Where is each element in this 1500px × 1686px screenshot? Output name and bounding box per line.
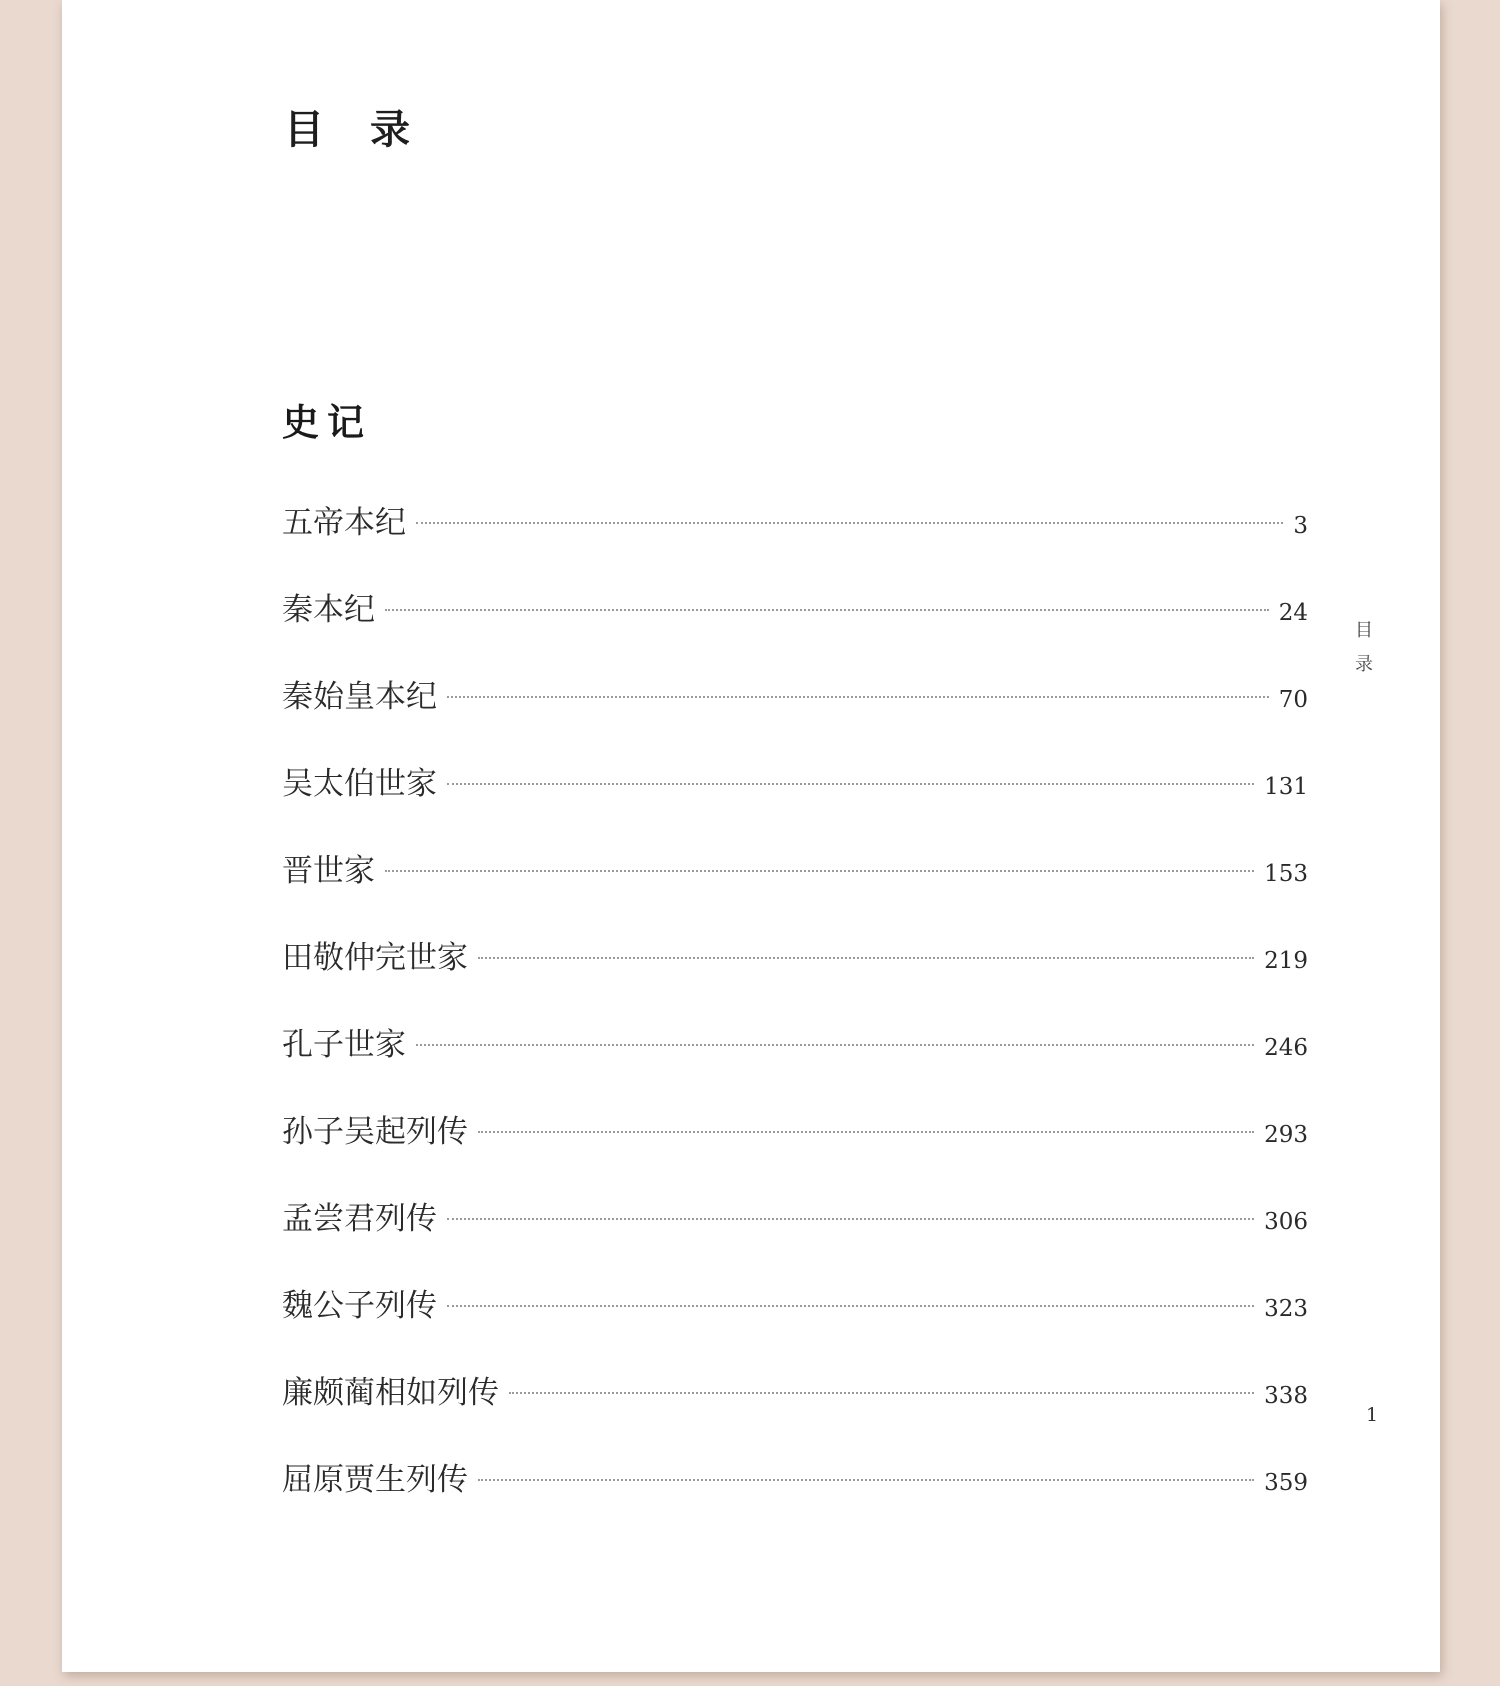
toc-entry-page: 219 <box>1264 948 1308 974</box>
toc-entry-title: 屈原贾生列传 <box>282 1462 468 1498</box>
toc-entry-title: 魏公子列传 <box>282 1288 437 1324</box>
dot-leader <box>385 870 1254 872</box>
toc-entry-page: 359 <box>1264 1470 1308 1496</box>
toc-entry-title: 吴太伯世家 <box>282 766 437 802</box>
toc-entry[interactable] <box>282 592 1308 682</box>
toc-entry-page: 306 <box>1264 1209 1308 1235</box>
dot-leader <box>416 1044 1254 1046</box>
toc-entry[interactable] <box>282 1114 1308 1204</box>
toc-entry[interactable] <box>282 940 1308 1030</box>
dot-leader <box>416 522 1283 524</box>
toc-entry-title: 秦始皇本纪 <box>282 679 437 715</box>
toc-entry-title: 孙子吴起列传 <box>282 1114 468 1150</box>
toc-entry[interactable] <box>282 1288 1308 1378</box>
toc-entry-title: 廉颇蔺相如列传 <box>282 1375 499 1411</box>
toc-entry-title: 孔子世家 <box>282 1027 406 1063</box>
toc-entry-page: 338 <box>1264 1383 1308 1409</box>
toc-entry-page: 24 <box>1278 600 1308 626</box>
dot-leader <box>447 783 1254 785</box>
dot-leader <box>478 1131 1254 1133</box>
dot-leader <box>447 696 1269 698</box>
toc-entry[interactable] <box>282 1375 1308 1465</box>
toc-entry-title: 五帝本纪 <box>282 505 406 541</box>
toc-entry[interactable] <box>282 505 1308 595</box>
toc-entry-page: 293 <box>1264 1122 1308 1148</box>
toc-entry[interactable] <box>282 1462 1308 1552</box>
toc-entry-page: 153 <box>1264 861 1308 887</box>
toc-entry[interactable] <box>282 1201 1308 1291</box>
toc-entry-title: 晋世家 <box>282 853 375 889</box>
section-title: 史记 <box>282 400 372 444</box>
page-title: 目录 <box>284 106 456 153</box>
toc-entry-page: 131 <box>1264 774 1308 800</box>
toc-entry-title: 秦本纪 <box>282 592 375 628</box>
toc-entry-page: 323 <box>1264 1296 1308 1322</box>
toc-entry-page: 70 <box>1278 687 1308 713</box>
running-head: 目录 <box>1355 620 1373 675</box>
toc-entry-title: 孟尝君列传 <box>282 1201 437 1237</box>
toc-entry[interactable] <box>282 766 1308 856</box>
book-page <box>62 0 1440 1672</box>
dot-leader <box>478 957 1254 959</box>
dot-leader <box>509 1392 1254 1394</box>
dot-leader <box>478 1479 1254 1481</box>
toc-entry-page: 246 <box>1264 1035 1308 1061</box>
toc-entry-page: 3 <box>1293 513 1308 539</box>
toc-entry-title: 田敬仲完世家 <box>282 940 468 976</box>
table-of-contents <box>282 505 1308 1552</box>
toc-entry[interactable] <box>282 679 1308 769</box>
page-number: 1 <box>1366 1404 1379 1426</box>
dot-leader <box>385 609 1269 611</box>
dot-leader <box>447 1218 1254 1220</box>
dot-leader <box>447 1305 1254 1307</box>
toc-entry[interactable] <box>282 853 1308 943</box>
toc-entry[interactable] <box>282 1027 1308 1117</box>
